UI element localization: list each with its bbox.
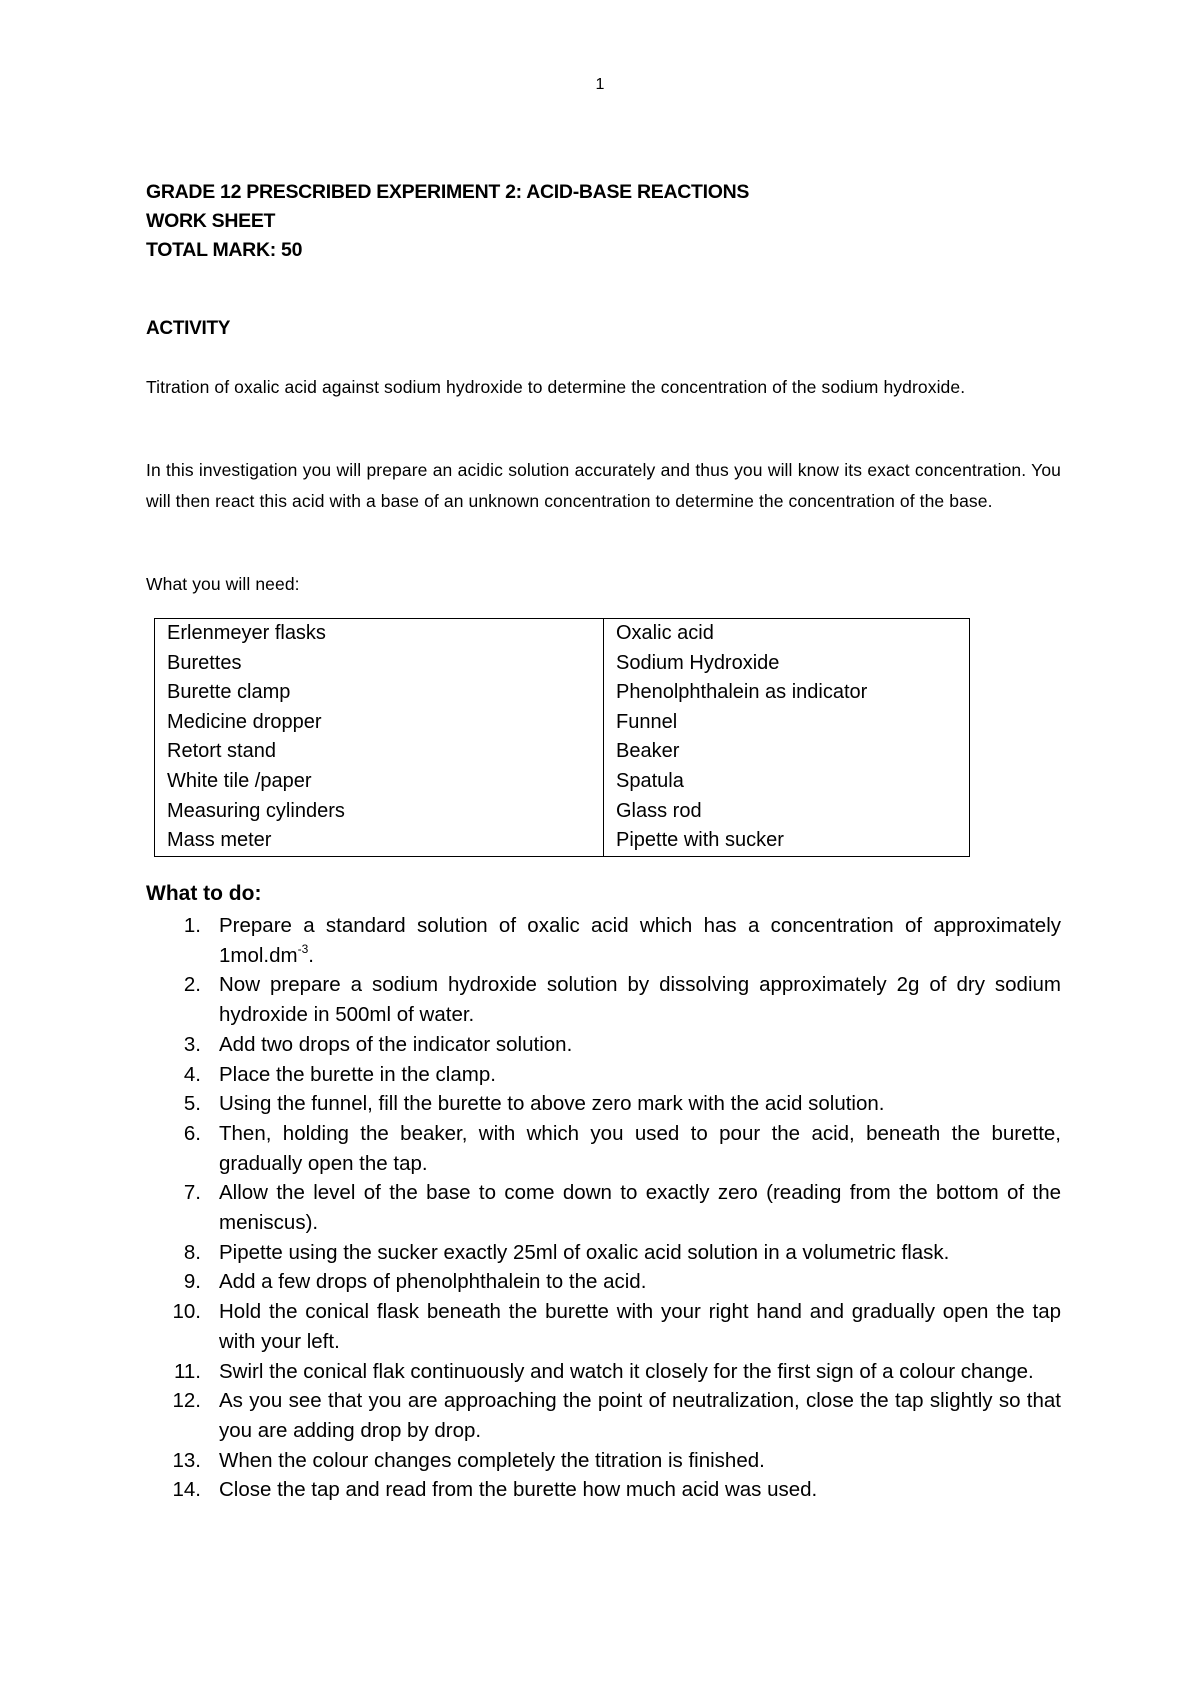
step-text: Allow the level of the base to come down to exactly zero (reading from the bottom of the meniscus).: [219, 1181, 1061, 1235]
step-number: 13.: [172, 1448, 201, 1472]
equipment-row: [155, 619, 970, 649]
equipment-item: Erlenmeyer flasks: [155, 619, 604, 649]
step-text: Using the funnel, fill the burette to above zero mark with the acid solution.: [219, 1092, 885, 1116]
step-text: Pipette using the sucker exactly 25ml of oxalic acid solution in a volumetric flask.: [219, 1240, 950, 1264]
step-number: 8.: [183, 1240, 201, 1264]
equipment-item: Retort stand: [155, 737, 604, 767]
step-number: 10.: [172, 1300, 201, 1324]
step-number: 11.: [174, 1359, 201, 1383]
procedure-step: [146, 1238, 1061, 1268]
procedure-step: [146, 1446, 1061, 1476]
procedure-step: [146, 1178, 1061, 1237]
activity-heading: ACTIVITY: [146, 318, 231, 339]
equipment-item: Beaker: [604, 737, 970, 767]
equipment-item: Sodium Hydroxide: [604, 649, 970, 679]
equipment-item: White tile /paper: [155, 767, 604, 797]
procedure-step: [146, 1386, 1061, 1445]
procedure-step: [146, 1357, 1061, 1387]
step-superscript: -3: [297, 941, 309, 956]
equipment-item: Mass meter: [155, 826, 604, 856]
procedure-steps: [146, 911, 1061, 1505]
procedure-step: [146, 1475, 1061, 1505]
equipment-item: Pipette with sucker: [604, 826, 970, 856]
equipment-item: Burettes: [155, 649, 604, 679]
activity-description: Titration of oxalic acid against sodium hydroxide to determine the concentration of the sodium hydroxide.: [146, 377, 966, 397]
step-number: 12.: [172, 1389, 201, 1413]
equipment-row: [155, 678, 970, 708]
equipment-item: Oxalic acid: [604, 619, 970, 649]
step-text: Now prepare a sodium hydroxide solution by dissolving approximately 2g of dry sodium hydroxide in 500ml of water.: [219, 973, 1061, 1027]
step-number: 1.: [183, 914, 201, 937]
step-text: Then, holding the beaker, with which you used to pour the acid, beneath the burette, gradually open the tap.: [219, 1121, 1061, 1175]
procedure-step: [146, 1060, 1061, 1090]
investigation-paragraph: In this investigation you will prepare an acidic solution accurately and thus you will know its exact concentration. You will then react this acid with a base of an unknown concentration to determine the concentration of the base.: [146, 460, 1061, 511]
step-text: As you see that you are approaching the point of neutralization, close the tap slightly so that you are adding drop by drop.: [219, 1389, 1061, 1442]
equipment-table: [154, 618, 970, 857]
total-mark: TOTAL MARK: 50: [146, 239, 303, 261]
procedure-step: [146, 1267, 1061, 1297]
step-text: Close the tap and read from the burette how much acid was used.: [219, 1478, 818, 1502]
procedure-step: [146, 1297, 1061, 1356]
step-number: 7.: [183, 1181, 201, 1205]
work-sheet-label: WORK SHEET: [146, 210, 276, 232]
equipment-item: Burette clamp: [155, 678, 604, 708]
step-number: 6.: [183, 1121, 201, 1145]
equipment-item: Medicine dropper: [155, 708, 604, 738]
equipment-row: [155, 737, 970, 767]
step-text: When the colour changes completely the titration is finished.: [219, 1448, 765, 1472]
equipment-row: [155, 649, 970, 679]
step-number: 3.: [183, 1032, 201, 1056]
step-text: Place the burette in the clamp.: [219, 1062, 496, 1086]
step-number: 9.: [183, 1270, 201, 1294]
procedure-step: [146, 1030, 1061, 1060]
equipment-row: [155, 767, 970, 797]
step-number: 2.: [183, 973, 201, 997]
equipment-row: [155, 826, 970, 856]
step-text: Swirl the conical flak continuously and watch it closely for the first sign of a colour change.: [219, 1359, 1034, 1383]
equipment-item: Glass rod: [604, 797, 970, 827]
document-header: [146, 178, 749, 265]
equipment-item: Funnel: [604, 708, 970, 738]
procedure-step: [146, 970, 1061, 1029]
step-text-end: .: [308, 943, 314, 967]
procedure-step: [146, 1119, 1061, 1178]
step-number: 14.: [172, 1478, 201, 1502]
step-text: Prepare a standard solution of oxalic acid which has a concentration of approximately 1mol.dm: [219, 914, 1061, 967]
step-text: Add two drops of the indicator solution.: [219, 1032, 573, 1056]
page-number: 1: [595, 76, 605, 93]
equipment-item: Phenolphthalein as indicator: [604, 678, 970, 708]
materials-intro: What you will need:: [146, 574, 300, 594]
equipment-row: [155, 797, 970, 827]
procedure-step: [146, 911, 1061, 970]
equipment-item: Spatula: [604, 767, 970, 797]
step-text: Hold the conical flask beneath the burette with your right hand and gradually open the tap with your left.: [219, 1300, 1061, 1353]
equipment-row: [155, 708, 970, 738]
step-number: 4.: [183, 1062, 201, 1086]
equipment-item: Measuring cylinders: [155, 797, 604, 827]
document-title: GRADE 12 PRESCRIBED EXPERIMENT 2: ACID-BASE REACTIONS: [146, 181, 750, 203]
step-text: Add a few drops of phenolphthalein to the acid.: [219, 1270, 647, 1294]
step-number: 5.: [183, 1092, 201, 1116]
what-to-do-heading: What to do:: [146, 882, 262, 905]
procedure-step: [146, 1089, 1061, 1119]
